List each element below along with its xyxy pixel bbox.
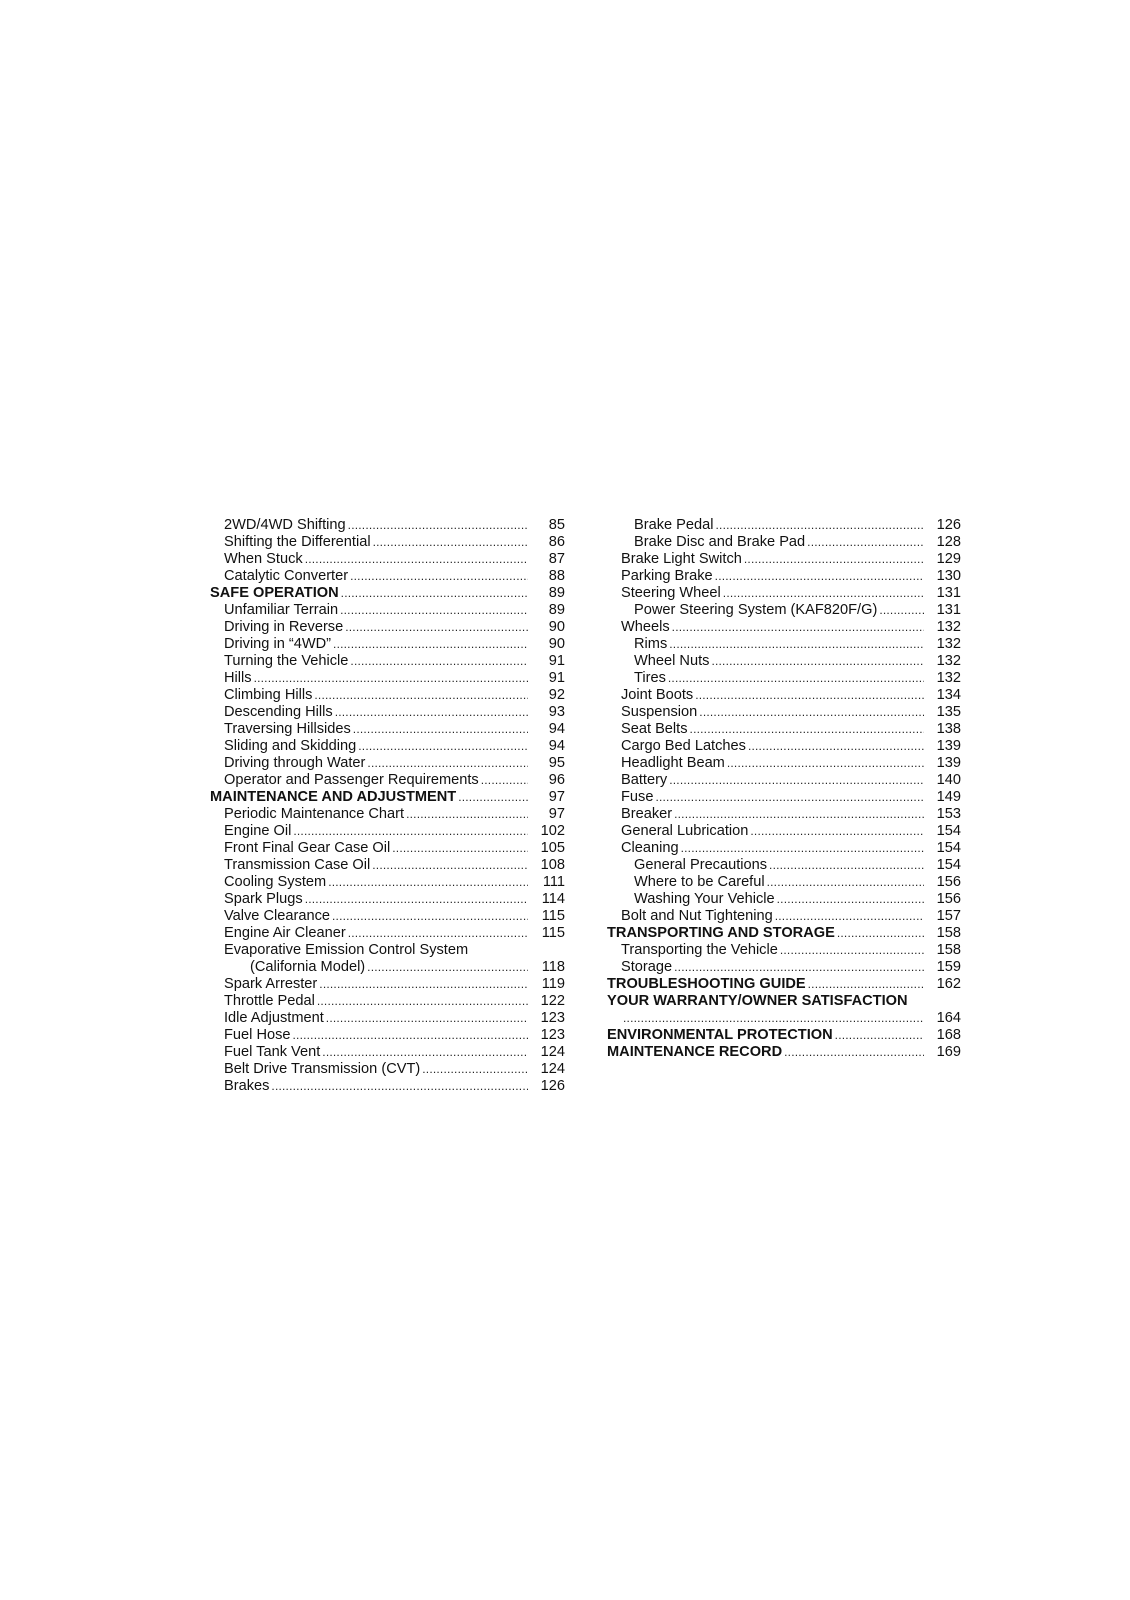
- toc-page-number: 126: [936, 517, 961, 533]
- toc-page-number: 90: [548, 636, 565, 652]
- toc-entry-title: Transporting the Vehicle: [621, 942, 778, 958]
- dot-leader: [335, 704, 528, 721]
- toc-entry[interactable]: [607, 602, 961, 619]
- toc-entry-title: MAINTENANCE AND ADJUSTMENT: [210, 789, 457, 805]
- dot-leader: [750, 823, 924, 840]
- toc-page-number: 86: [548, 534, 565, 550]
- toc-entry[interactable]: [607, 636, 961, 653]
- toc-page-number: 123: [540, 1010, 565, 1026]
- dot-leader: [711, 653, 924, 670]
- toc-page-number: 139: [936, 755, 961, 771]
- toc-page-number: 168: [936, 1027, 961, 1043]
- dot-leader: [807, 534, 924, 551]
- toc-right-column: [607, 517, 961, 1061]
- toc-page-number: 154: [936, 857, 961, 873]
- toc-page-number: 89: [548, 585, 565, 601]
- toc-page-number: 85: [548, 517, 565, 533]
- toc-entry-title: Rims: [634, 636, 668, 652]
- toc-entry[interactable]: [607, 534, 961, 551]
- toc-page-number: 126: [540, 1078, 565, 1094]
- toc-entry[interactable]: [210, 568, 565, 585]
- dot-leader: [723, 585, 924, 602]
- toc-page-number: 128: [936, 534, 961, 550]
- toc-page-number: 123: [540, 1027, 565, 1043]
- toc-entry[interactable]: [210, 551, 565, 568]
- dot-leader: [780, 942, 924, 959]
- toc-entry-title: Headlight Beam: [621, 755, 725, 771]
- dot-leader: [669, 772, 924, 789]
- toc-entry-title: Shifting the Differential: [224, 534, 371, 550]
- toc-section-entry[interactable]: [607, 1027, 961, 1044]
- dot-leader: [340, 602, 528, 619]
- toc-section-entry[interactable]: [210, 585, 565, 602]
- dot-leader: [293, 1027, 528, 1044]
- toc-entry[interactable]: [210, 721, 565, 738]
- toc-page-number: 139: [936, 738, 961, 754]
- toc-page-number: 92: [548, 687, 565, 703]
- toc-entry[interactable]: [607, 1010, 961, 1027]
- toc-entry-title: Cargo Bed Latches: [621, 738, 746, 754]
- toc-entry-title: Fuel Hose: [224, 1027, 291, 1043]
- toc-page-number: 156: [936, 874, 961, 890]
- dot-leader: [695, 687, 924, 704]
- toc-entry-title: Wheel Nuts: [634, 653, 710, 669]
- toc-left-column: [210, 517, 565, 1095]
- dot-leader: [326, 1010, 528, 1027]
- toc-entry[interactable]: [210, 687, 565, 704]
- dot-leader: [879, 602, 924, 619]
- toc-section-entry[interactable]: [210, 789, 565, 806]
- toc-entry-title: Cooling System: [224, 874, 327, 890]
- toc-page-number: 154: [936, 840, 961, 856]
- toc-entry-title: Operator and Passenger Requirements: [224, 772, 479, 788]
- toc-entry[interactable]: [607, 585, 961, 602]
- dot-leader: [481, 772, 528, 789]
- toc-page-number: 149: [936, 789, 961, 805]
- toc-entry-title: MAINTENANCE RECORD: [607, 1044, 783, 1060]
- dot-leader: [293, 823, 528, 840]
- toc-entry-title: (California Model): [250, 959, 366, 975]
- toc-entry[interactable]: [210, 1010, 565, 1027]
- toc-entry[interactable]: [210, 619, 565, 636]
- toc-entry[interactable]: [210, 806, 565, 823]
- dot-leader: [353, 721, 528, 738]
- dot-leader: [775, 908, 924, 925]
- toc-entry[interactable]: [210, 840, 565, 857]
- toc-entry[interactable]: [210, 959, 565, 976]
- toc-entry[interactable]: [607, 619, 961, 636]
- toc-page-number: 140: [936, 772, 961, 788]
- toc-entry-title: Washing Your Vehicle: [634, 891, 775, 907]
- toc-page-number: 91: [548, 653, 565, 669]
- toc-section-entry[interactable]: [607, 925, 961, 942]
- toc-page-number: 132: [936, 619, 961, 635]
- dot-leader: [345, 619, 528, 636]
- dot-leader: [835, 1027, 924, 1044]
- toc-page-number: 94: [548, 721, 565, 737]
- toc-entry[interactable]: [607, 840, 961, 857]
- toc-entry[interactable]: [210, 704, 565, 721]
- toc-entry-title: Steering Wheel: [621, 585, 721, 601]
- toc-entry-title: Suspension: [621, 704, 698, 720]
- toc-page-number: 156: [936, 891, 961, 907]
- toc-page-number: 130: [936, 568, 961, 584]
- toc-entry-title: Spark Arrester: [224, 976, 318, 992]
- dot-leader: [341, 585, 528, 602]
- toc-entry-title: ENVIRONMENTAL PROTECTION: [607, 1027, 833, 1043]
- toc-entry-title: 2WD/4WD Shifting: [224, 517, 346, 533]
- toc-entry-title: Breaker: [621, 806, 673, 822]
- toc-page-number: 124: [540, 1061, 565, 1077]
- toc-page-number: 115: [541, 908, 565, 924]
- toc-entry-title: Driving through Water: [224, 755, 366, 771]
- dot-leader: [406, 806, 528, 823]
- toc-page-number: 114: [541, 891, 565, 907]
- dot-leader: [319, 976, 528, 993]
- toc-page-number: 134: [936, 687, 961, 703]
- toc-page-number: 132: [936, 653, 961, 669]
- toc-entry-title: Idle Adjustment: [224, 1010, 324, 1026]
- toc-entry[interactable]: [607, 891, 961, 908]
- dot-leader: [367, 755, 528, 772]
- toc-entry-title: Brake Disc and Brake Pad: [634, 534, 806, 550]
- toc-entry-title: Brake Pedal: [634, 517, 714, 533]
- toc-page-number: 89: [548, 602, 565, 618]
- dot-leader: [305, 551, 528, 568]
- toc-entry[interactable]: [210, 636, 565, 653]
- toc-entry-title: Periodic Maintenance Chart: [224, 806, 405, 822]
- toc-entry[interactable]: [210, 891, 565, 908]
- toc-entry-title: Front Final Gear Case Oil: [224, 840, 391, 856]
- toc-entry[interactable]: [607, 789, 961, 806]
- toc-entry[interactable]: [210, 1044, 565, 1061]
- dot-leader: [672, 619, 924, 636]
- toc-page-number: 157: [936, 908, 961, 924]
- toc-page-number: 97: [548, 789, 565, 805]
- toc-entry-title: Tires: [634, 670, 666, 686]
- dot-leader: [373, 534, 528, 551]
- dot-leader: [668, 670, 924, 687]
- toc-entry[interactable]: [607, 738, 961, 755]
- toc-entry-title: Seat Belts: [621, 721, 688, 737]
- toc-entry-title: Joint Boots: [621, 687, 694, 703]
- toc-page-number: 122: [540, 993, 565, 1009]
- toc-page-number: 105: [540, 840, 565, 856]
- toc-entry[interactable]: [607, 908, 961, 925]
- toc-entry-title: Catalytic Converter: [224, 568, 349, 584]
- toc-entry-title: Sliding and Skidding: [224, 738, 357, 754]
- dot-leader: [358, 738, 528, 755]
- toc-entry-title: Bolt and Nut Tightening: [621, 908, 773, 924]
- toc-entry[interactable]: [210, 925, 565, 942]
- toc-entry[interactable]: [607, 942, 961, 959]
- toc-page-number: 153: [936, 806, 961, 822]
- toc-entry[interactable]: [607, 551, 961, 568]
- dot-leader: [655, 789, 924, 806]
- toc-entry-title: Evaporative Emission Control System: [224, 942, 469, 958]
- toc-entry[interactable]: [607, 806, 961, 823]
- dot-leader: [669, 636, 924, 653]
- toc-entry-title: Driving in “4WD”: [224, 636, 332, 652]
- toc-entry[interactable]: [210, 602, 565, 619]
- toc-entry[interactable]: [607, 874, 961, 891]
- toc-entry[interactable]: [607, 959, 961, 976]
- toc-entry-title: Power Steering System (KAF820F/G): [634, 602, 878, 618]
- toc-entry-title: When Stuck: [224, 551, 303, 567]
- toc-entry[interactable]: [210, 857, 565, 874]
- toc-entry-title: Battery: [621, 772, 668, 788]
- toc-entry-title: SAFE OPERATION: [210, 585, 339, 601]
- dot-leader: [348, 517, 528, 534]
- toc-entry-title: Parking Brake: [621, 568, 713, 584]
- toc-entry-title: Descending Hills: [224, 704, 333, 720]
- toc-page-number: 115: [541, 925, 565, 941]
- toc-entry[interactable]: [607, 704, 961, 721]
- toc-entry-title: YOUR WARRANTY/OWNER SATISFACTION: [607, 993, 908, 1009]
- toc-entry-title: Belt Drive Transmission (CVT): [224, 1061, 421, 1077]
- dot-leader: [674, 959, 924, 976]
- toc-page-number: 129: [936, 551, 961, 567]
- toc-page-number: 132: [936, 670, 961, 686]
- dot-leader: [769, 857, 924, 874]
- dot-leader: [322, 1044, 528, 1061]
- toc-entry[interactable]: [210, 738, 565, 755]
- toc-entry-title: Unfamiliar Terrain: [224, 602, 339, 618]
- toc-entry[interactable]: [607, 653, 961, 670]
- toc-entry-title: TROUBLESHOOTING GUIDE: [607, 976, 806, 992]
- toc-entry-title: Climbing Hills: [224, 687, 313, 703]
- dot-leader: [623, 1010, 924, 1027]
- toc-entry-title: Storage: [621, 959, 673, 975]
- toc-page-number: 131: [936, 585, 961, 601]
- toc-entry-title: Wheels: [621, 619, 670, 635]
- toc-page-number: 124: [540, 1044, 565, 1060]
- toc-entry[interactable]: [210, 1027, 565, 1044]
- toc-page-number: 154: [936, 823, 961, 839]
- dot-leader: [305, 891, 528, 908]
- toc-entry-title: Brakes: [224, 1078, 270, 1094]
- toc-entry[interactable]: [210, 772, 565, 789]
- toc-entry-title: Throttle Pedal: [224, 993, 315, 1009]
- dot-leader: [715, 568, 924, 585]
- dot-leader: [727, 755, 924, 772]
- dot-leader: [332, 908, 528, 925]
- toc-page-number: 108: [540, 857, 565, 873]
- toc-page-number: 91: [548, 670, 565, 686]
- toc-entry-title: Transmission Case Oil: [224, 857, 371, 873]
- toc-page-number: 87: [548, 551, 565, 567]
- dot-leader: [254, 670, 528, 687]
- toc-entry[interactable]: [210, 993, 565, 1010]
- dot-leader: [372, 857, 528, 874]
- dot-leader: [837, 925, 924, 942]
- toc-page-number: 131: [936, 602, 961, 618]
- toc-entry[interactable]: [210, 874, 565, 891]
- toc-entry[interactable]: [210, 823, 565, 840]
- toc-page-number: 111: [542, 874, 565, 890]
- dot-leader: [350, 568, 528, 585]
- toc-entry-title: Turning the Vehicle: [224, 653, 349, 669]
- toc-page-number: 118: [541, 959, 565, 975]
- dot-leader: [350, 653, 528, 670]
- toc-page-number: 97: [548, 806, 565, 822]
- dot-leader: [333, 636, 528, 653]
- toc-entry-title: Brake Light Switch: [621, 551, 742, 567]
- toc-page-number: 96: [548, 772, 565, 788]
- toc-entry-title: Fuse: [621, 789, 654, 805]
- toc-entry[interactable]: [210, 653, 565, 670]
- toc-entry[interactable]: [210, 1061, 565, 1078]
- toc-page-number: 138: [936, 721, 961, 737]
- toc-entry-title: Fuel Tank Vent: [224, 1044, 321, 1060]
- dot-leader: [314, 687, 528, 704]
- toc-page-number: 162: [936, 976, 961, 992]
- toc-page-number: 158: [936, 942, 961, 958]
- toc-entry[interactable]: [607, 772, 961, 789]
- dot-leader: [392, 840, 528, 857]
- toc-page-number: 135: [936, 704, 961, 720]
- toc-entry-title: Driving in Reverse: [224, 619, 344, 635]
- dot-leader: [808, 976, 924, 993]
- toc-page-number: 102: [540, 823, 565, 839]
- dot-leader: [767, 874, 924, 891]
- toc-page-number: 158: [936, 925, 961, 941]
- dot-leader: [744, 551, 924, 568]
- dot-leader: [681, 840, 924, 857]
- toc-section-entry[interactable]: [607, 1044, 961, 1061]
- toc-entry-title: TRANSPORTING AND STORAGE: [607, 925, 835, 941]
- dot-leader: [674, 806, 924, 823]
- dot-leader: [777, 891, 924, 908]
- toc-entry[interactable]: [210, 908, 565, 925]
- toc-entry[interactable]: [607, 517, 961, 534]
- dot-leader: [690, 721, 924, 738]
- dot-leader: [367, 959, 528, 976]
- dot-leader: [328, 874, 528, 891]
- dot-leader: [271, 1078, 528, 1095]
- toc-page-number: 169: [936, 1044, 961, 1060]
- toc-entry[interactable]: [210, 976, 565, 993]
- toc-entry[interactable]: [607, 721, 961, 738]
- toc-entry[interactable]: [607, 823, 961, 840]
- toc-entry[interactable]: [210, 755, 565, 772]
- toc-entry-title: Engine Oil: [224, 823, 292, 839]
- toc-section-entry[interactable]: [607, 976, 961, 993]
- toc-entry[interactable]: [210, 942, 565, 959]
- toc-page-number: 94: [548, 738, 565, 754]
- toc-page-number: 119: [541, 976, 565, 992]
- toc-entry-title: General Precautions: [634, 857, 768, 873]
- dot-leader: [699, 704, 924, 721]
- toc-entry[interactable]: [210, 517, 565, 534]
- dot-leader: [317, 993, 528, 1010]
- dot-leader: [716, 517, 924, 534]
- toc-entry[interactable]: [210, 1078, 565, 1095]
- toc-page-number: 95: [548, 755, 565, 771]
- toc-section-entry[interactable]: [607, 993, 961, 1010]
- toc-entry[interactable]: [607, 568, 961, 585]
- toc-page-number: 90: [548, 619, 565, 635]
- dot-leader: [422, 1061, 528, 1078]
- dot-leader: [348, 925, 528, 942]
- toc-entry-title: Where to be Careful: [634, 874, 765, 890]
- toc-entry[interactable]: [607, 687, 961, 704]
- toc-page-number: 159: [936, 959, 961, 975]
- toc-entry-title: Engine Air Cleaner: [224, 925, 346, 941]
- toc-entry-title: Valve Clearance: [224, 908, 330, 924]
- toc-entry[interactable]: [607, 857, 961, 874]
- toc-entry-title: General Lubrication: [621, 823, 749, 839]
- dot-leader: [458, 789, 528, 806]
- dot-leader: [784, 1044, 924, 1061]
- toc-page-number: 93: [548, 704, 565, 720]
- toc-entry-title: Traversing Hillsides: [224, 721, 351, 737]
- toc-entry-title: Spark Plugs: [224, 891, 303, 907]
- toc-page-number: 132: [936, 636, 961, 652]
- toc-entry[interactable]: [607, 670, 961, 687]
- toc-page-number: 88: [548, 568, 565, 584]
- toc-entry[interactable]: [210, 670, 565, 687]
- dot-leader: [748, 738, 924, 755]
- toc-entry[interactable]: [210, 534, 565, 551]
- toc-entry-title: Cleaning: [621, 840, 679, 856]
- toc-entry[interactable]: [607, 755, 961, 772]
- toc-entry-title: Hills: [224, 670, 252, 686]
- toc-page-number: 164: [936, 1010, 961, 1026]
